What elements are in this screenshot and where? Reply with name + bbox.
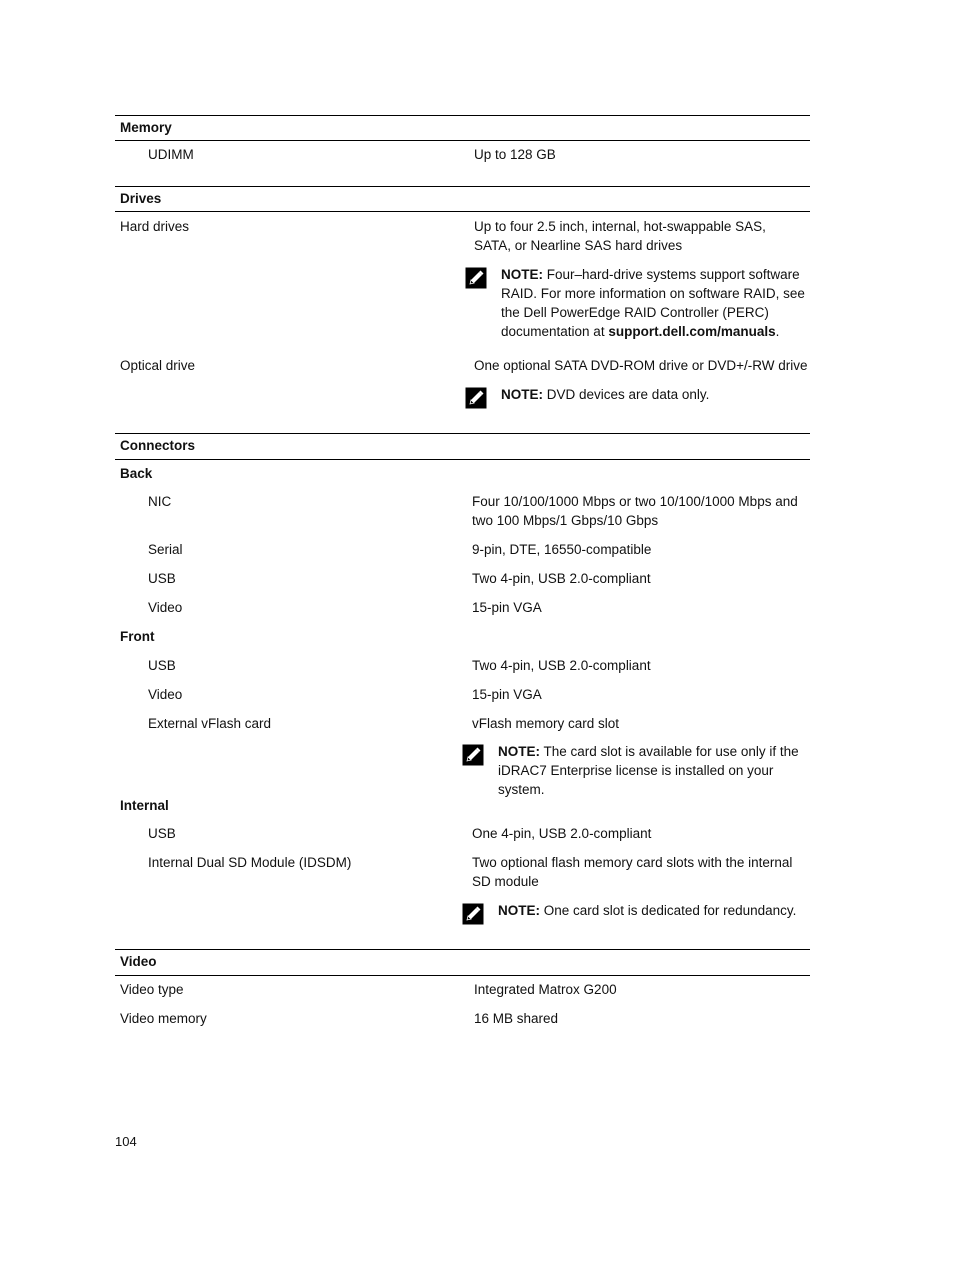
note-pencil-icon	[462, 744, 484, 766]
back-nic-label: NIC	[148, 494, 172, 509]
hard-drives-value: Up to four 2.5 inch, internal, hot-swappable SAS, SATA, or Nearline SAS hard drives	[474, 219, 766, 253]
note-text: The card slot is available for use only if the iDRAC7 Enterprise license is installed on your system.	[498, 744, 799, 797]
front-vflash-note	[498, 742, 808, 799]
section-top-rule	[115, 433, 810, 434]
connectors-section-title: Connectors	[120, 438, 196, 453]
internal-idsdm-note	[498, 901, 796, 920]
support-link[interactable]: support.dell.com/manuals	[608, 324, 776, 339]
hard-drives-note	[501, 265, 806, 341]
note-prefix: NOTE:	[498, 744, 540, 759]
back-subsection-title: Back	[120, 466, 153, 481]
drives-section-title: Drives	[120, 191, 162, 206]
optical-drive-note	[501, 385, 709, 404]
back-video-value: 15-pin VGA	[472, 600, 542, 615]
internal-usb-label: USB	[148, 826, 176, 841]
note-prefix: NOTE:	[501, 387, 543, 402]
section-header-rule	[115, 211, 810, 212]
udimm-label: UDIMM	[148, 147, 194, 162]
udimm-value: Up to 128 GB	[474, 147, 556, 162]
note-text: DVD devices are data only.	[546, 387, 710, 402]
page-number: 104	[115, 1134, 137, 1149]
front-subsection-title: Front	[120, 629, 155, 644]
note-end: .	[775, 324, 780, 339]
optical-drive-label: Optical drive	[120, 358, 196, 373]
front-vflash-value: vFlash memory card slot	[472, 716, 620, 731]
front-video-value: 15-pin VGA	[472, 687, 542, 702]
video-section-title: Video	[120, 954, 157, 969]
internal-idsdm-label: Internal Dual SD Module (IDSDM)	[148, 855, 352, 870]
front-video-label: Video	[148, 687, 183, 702]
video-memory-label: Video memory	[120, 1011, 207, 1026]
back-video-label: Video	[148, 600, 183, 615]
video-type-label: Video type	[120, 982, 184, 997]
section-header-rule	[115, 140, 810, 141]
note-pencil-icon	[465, 387, 487, 409]
memory-section-title: Memory	[120, 120, 172, 135]
section-header-rule	[115, 975, 810, 976]
video-memory-value: 16 MB shared	[474, 1011, 559, 1026]
section-top-rule	[115, 186, 810, 187]
note-prefix: NOTE:	[501, 267, 543, 282]
back-usb-value: Two 4-pin, USB 2.0-compliant	[472, 571, 651, 586]
back-serial-label: Serial	[148, 542, 183, 557]
optical-drive-value: One optional SATA DVD-ROM drive or DVD+/-RW drive	[474, 358, 808, 373]
section-top-rule	[115, 115, 810, 116]
front-usb-value: Two 4-pin, USB 2.0-compliant	[472, 658, 651, 673]
front-usb-label: USB	[148, 658, 176, 673]
internal-subsection-title: Internal	[120, 798, 169, 813]
note-text: Four–hard-drive systems support software RAID. For more information on software RAID, see the Dell PowerEdge RAID Controller (PERC) documentation at	[501, 267, 805, 339]
section-top-rule	[115, 949, 810, 950]
internal-usb-value: One 4-pin, USB 2.0-compliant	[472, 826, 652, 841]
back-usb-label: USB	[148, 571, 176, 586]
hard-drives-label: Hard drives	[120, 219, 190, 234]
note-pencil-icon	[462, 903, 484, 925]
internal-idsdm-value: Two optional flash memory card slots with the internal SD module	[472, 855, 793, 889]
front-vflash-label: External vFlash card	[148, 716, 272, 731]
note-text: One card slot is dedicated for redundancy.	[543, 903, 797, 918]
video-type-value: Integrated Matrox G200	[474, 982, 617, 997]
section-header-rule	[115, 459, 810, 460]
back-nic-value: Four 10/100/1000 Mbps or two 10/100/1000 Mbps and two 100 Mbps/1 Gbps/10 Gbps	[472, 494, 798, 528]
note-pencil-icon	[465, 267, 487, 289]
back-serial-value: 9-pin, DTE, 16550-compatible	[472, 542, 652, 557]
note-prefix: NOTE:	[498, 903, 540, 918]
